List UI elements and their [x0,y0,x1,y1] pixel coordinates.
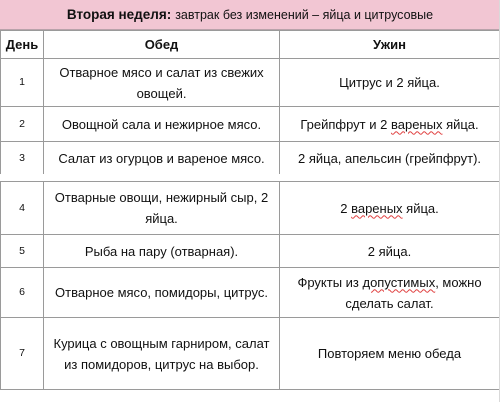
dinner-text-marked: вареных [351,200,403,216]
table-row [1,318,500,390]
day-cell: 3 [1,142,44,175]
lunch-cell: Курица с овощным гарниром, салат из помидоров, цитрус на выбор. [44,318,280,390]
title-week: Вторая неделя: [66,7,172,22]
dinner-cell: 2 яйца, апельсин (грейпфрут). [280,142,500,175]
menu-table-top [0,30,500,175]
day-cell: 4 [1,182,44,235]
table-gap [0,174,500,181]
dinner-text: яйца. [402,200,439,216]
day-cell: 5 [1,235,44,268]
lunch-cell: Салат из огурцов и вареное мясо. [44,142,280,175]
day-cell: 6 [1,268,44,318]
table-row [1,182,500,235]
header-day: День [1,31,44,59]
table-row [1,268,500,318]
lunch-cell: Отварное мясо, помидоры, цитрус. [44,268,280,318]
dinner-text: Фрукты из [297,274,363,290]
table-row [1,107,500,142]
dinner-text: 2 [340,200,352,216]
dinner-cell: 2 яйца. [280,235,500,268]
lunch-cell: Отварное мясо и салат из свежих овощей. [44,59,280,107]
title-subtitle: завтрак без изменений – яйца и цитрусовые [175,7,434,22]
dinner-cell [280,268,500,318]
table-header-row [1,31,500,59]
dinner-cell: Повторяем меню обеда [280,318,500,390]
header-lunch: Обед [44,31,280,59]
dinner-cell [280,107,500,142]
dinner-text-marked: вареных [390,116,443,132]
lunch-cell: Рыба на пару (отварная). [44,235,280,268]
dinner-text-marked: допустимых [362,274,436,290]
lunch-cell: Отварные овощи, нежирный сыр, 2 яйца. [44,182,280,235]
page-title [0,0,500,30]
day-cell: 2 [1,107,44,142]
table-row [1,142,500,175]
table-row [1,235,500,268]
dinner-cell: Цитрус и 2 яйца. [280,59,500,107]
table-row [1,59,500,107]
header-dinner: Ужин [280,31,500,59]
day-cell: 1 [1,59,44,107]
dinner-text: Грейпфрут и 2 [300,116,391,132]
menu-table-bottom [0,181,500,390]
lunch-cell: Овощной сала и нежирное мясо. [44,107,280,142]
dinner-text: , можно сделать салат. [345,274,482,311]
dinner-text: яйца. [442,116,479,132]
day-cell: 7 [1,318,44,390]
dinner-cell [280,182,500,235]
